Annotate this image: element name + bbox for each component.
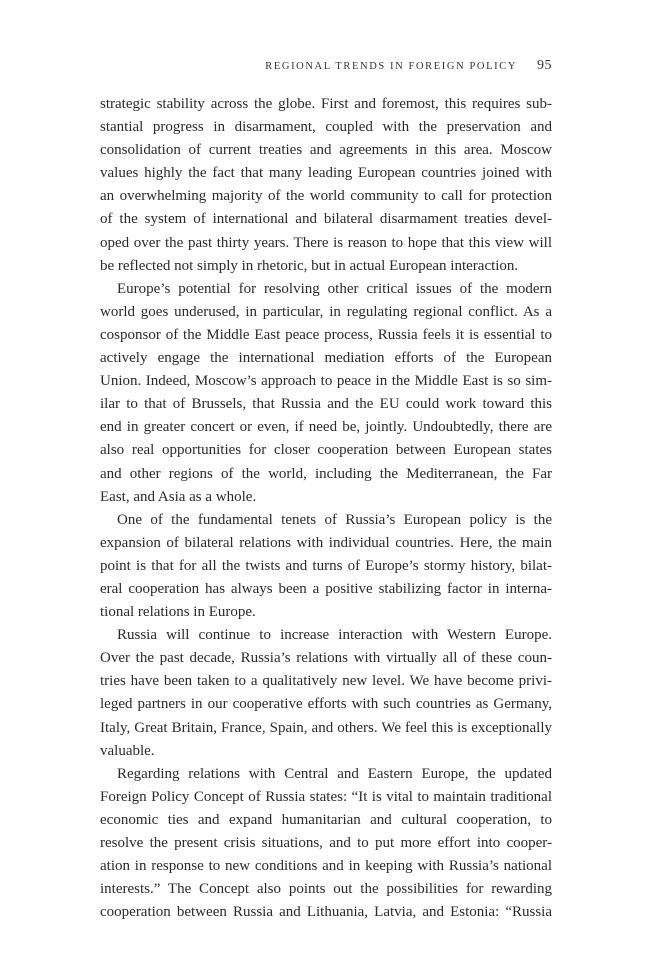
text-line: Regarding relations with Central and Eastern Europe, the updated xyxy=(117,765,552,782)
text-line: tional relations in Europe. xyxy=(100,604,256,621)
text-line: ilar to that of Brussels, that Russia and the EU could work toward this xyxy=(100,396,552,413)
text-line: consolidation of current treaties and agreements in this area. Moscow xyxy=(100,142,552,159)
text-line: interests.” The Concept also points out the possibilities for rewarding xyxy=(100,881,552,898)
text-line: actively engage the international mediation efforts of the European xyxy=(100,350,552,367)
text-line: ation in response to new conditions and in keeping with Russia’s national xyxy=(100,858,552,875)
text-line: eral cooperation has always been a positive stabilizing factor in interna- xyxy=(100,580,552,597)
text-line: world goes underused, in particular, in regulating regional conflict. As a xyxy=(100,303,552,320)
text-line: strategic stability across the globe. First and foremost, this requires sub- xyxy=(100,96,552,112)
text-line: of the system of international and bilateral disarmament treaties devel- xyxy=(100,211,552,228)
text-line: Foreign Policy Concept of Russia states: “It is vital to maintain traditional xyxy=(100,788,552,805)
text-line: One of the fundamental tenets of Russia’s European policy is the xyxy=(117,511,552,528)
text-line: be reflected not simply in rhetoric, but in actual European interaction. xyxy=(100,257,519,274)
text-line: tries have been taken to a qualitatively new level. We have become privi- xyxy=(100,673,552,690)
running-head xyxy=(100,58,552,78)
text-line: resolve the present crisis situations, and to put more effort into cooper- xyxy=(100,835,552,851)
text-line: economic ties and expand humanitarian and cultural cooperation, to xyxy=(100,811,552,828)
text-line: Europe’s potential for resolving other critical issues of the modern xyxy=(117,280,552,297)
page-number: 95 xyxy=(537,58,552,73)
text-line: East, and Asia as a whole. xyxy=(100,488,257,505)
text-line: Over the past decade, Russia’s relations with virtually all of these coun- xyxy=(100,650,552,667)
text-line: an overwhelming majority of the world community to call for protection xyxy=(100,188,552,205)
body-text xyxy=(100,93,552,924)
text-line: stantial progress in disarmament, coupled with the preservation and xyxy=(100,119,552,136)
text-line: also real opportunities for closer cooperation between European states xyxy=(100,442,552,459)
text-line: Union. Indeed, Moscow’s approach to peace in the Middle East is so sim- xyxy=(100,373,552,390)
text-line: point is that for all the twists and turns of Europe’s stormy history, bilat- xyxy=(100,557,552,574)
text-line: values highly the fact that many leading European countries joined with xyxy=(100,165,552,182)
text-line: expansion of bilateral relations with individual countries. Here, the main xyxy=(100,534,552,551)
text-line: cooperation between Russia and Lithuania, Latvia, and Estonia: “Russia xyxy=(100,904,552,921)
text-line: end in greater concert or even, if need be, jointly. Undoubtedly, there are xyxy=(100,419,552,436)
text-line: Russia will continue to increase interaction with Western Europe. xyxy=(117,627,552,644)
running-title: REGIONAL TRENDS IN FOREIGN POLICY xyxy=(265,61,517,72)
text-line: valuable. xyxy=(100,742,155,759)
text-line: leged partners in our cooperative efforts with such countries as Germany, xyxy=(100,696,552,713)
text-line: cosponsor of the Middle East peace process, Russia feels it is essential to xyxy=(100,326,552,343)
text-line: Italy, Great Britain, France, Spain, and others. We feel this is exceptionally xyxy=(100,719,552,736)
text-line: oped over the past thirty years. There is reason to hope that this view will xyxy=(100,234,552,251)
text-line: and other regions of the world, including the Mediterranean, the Far xyxy=(100,465,552,482)
